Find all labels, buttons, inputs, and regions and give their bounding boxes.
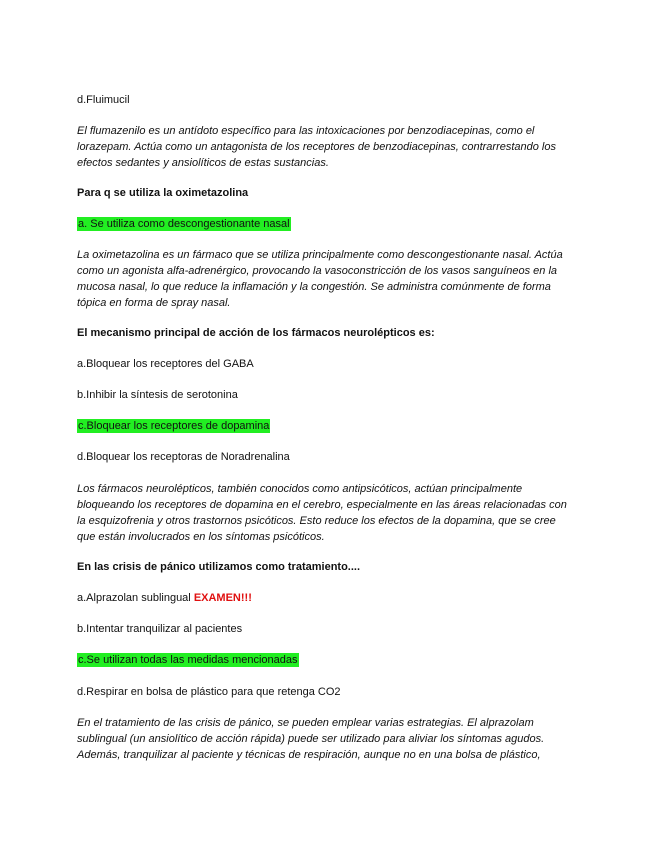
option-a-text: a.Alprazolan sublingual (77, 592, 191, 604)
option-d-panico: d.Respirar en bolsa de plástico para que retenga CO2 (77, 686, 341, 698)
question-neurolepticos: El mecanismo principal de acción de los fármacos neurolépticos es: (77, 327, 435, 339)
option-d-fluimucil: d.Fluimucil (77, 94, 130, 106)
question-panico: En las crisis de pánico utilizamos como tratamiento.... (77, 561, 361, 573)
option-a-panico (77, 590, 252, 606)
explanation-neurolepticos: Los fármacos neurolépticos, también conocidos como antipsicóticos, actúan principalmente bloqueando los receptores de dopamina en el cerebro, especialmente en las áreas relacionadas con la esquizofrenia y otros trastornos psicóticos. Esto reduce los efectos de la dopamina, que se cree que están involucrados en los síntomas psicóticos. (77, 483, 567, 543)
option-b-neurolepticos: b.Inhibir la síntesis de serotonina (77, 389, 238, 401)
question-oximetazolina: Para q se utiliza la oximetazolina (77, 187, 249, 199)
explanation-oximetazolina: La oximetazolina es un fármaco que se utiliza principalmente como descongestionante nasal. Actúa como un agonista alfa-adrenérgico, provocando la vasoconstricción de los vasos sanguíneos en la mucosa nasal, lo que reduce la inflamación y la congestión. Se administra comúnmente de forma tópica en forma de spray nasal. (77, 249, 563, 309)
option-c-panico (77, 652, 299, 668)
highlighted-correct-answer: c.Bloquear los receptores de dopamina (78, 420, 270, 432)
option-d-neurolepticos: d.Bloquear los receptoras de Noradrenalina (77, 451, 290, 463)
option-c-neurolepticos (77, 418, 270, 434)
option-b-panico: b.Intentar tranquilizar al pacientes (77, 623, 243, 635)
exam-note: EXAMEN!!! (193, 592, 252, 604)
highlighted-correct-answer: a. Se utiliza como descongestionante nasal (78, 218, 290, 230)
answer-oximetazolina (77, 216, 291, 232)
highlighted-correct-answer: c.Se utilizan todas las medidas mencionadas (78, 654, 298, 666)
explanation-panico: En el tratamiento de las crisis de pánico, se pueden emplear varias estrategias. El alprazolam sublingual (un ansiolítico de acción rápida) puede ser utilizado para aliviar los síntomas agudos. Además, tranquilizar al paciente y técnicas de respiración, aunque no en una bolsa de plástico, (77, 717, 545, 761)
option-a-neurolepticos: a.Bloquear los receptores del GABA (77, 358, 254, 370)
explanation-flumazenilo: El flumazenilo es un antídoto específico para las intoxicaciones por benzodiacepinas, como el lorazepam. Actúa como un antagonista de los receptores de benzodiacepinas, contrarrestando los efectos sedantes y ansiolíticos de estas sustancias. (77, 125, 556, 169)
